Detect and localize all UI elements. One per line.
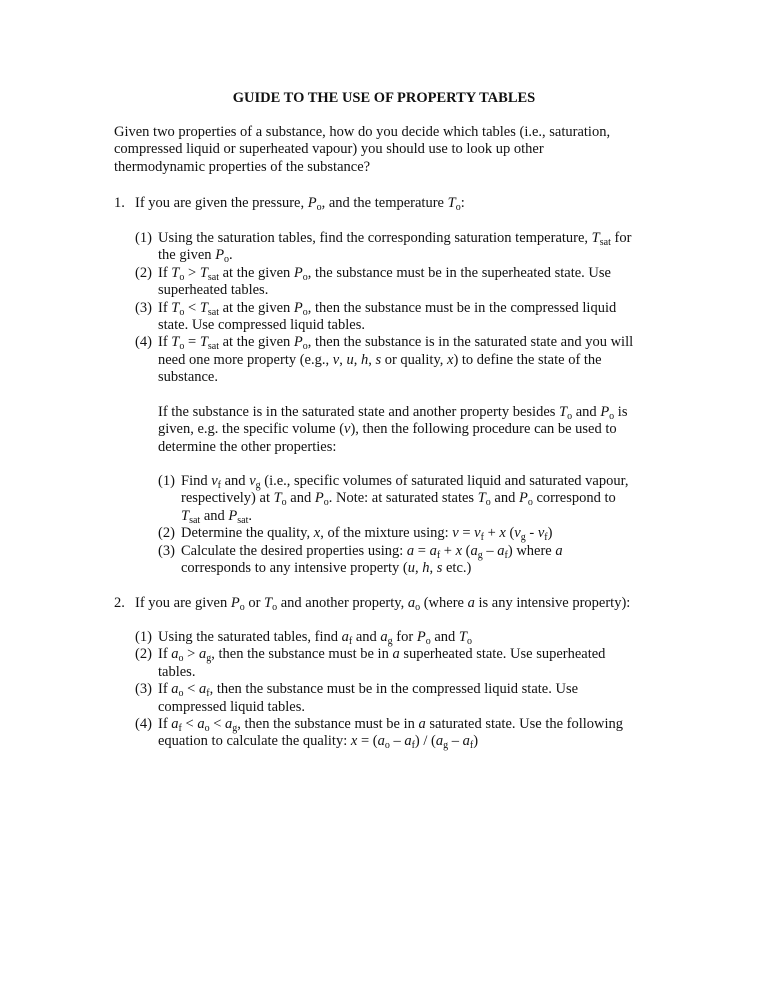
sub-list-number: (3)	[158, 542, 175, 559]
list-item-line: If $a_o < a_f$, then the substance must be in the compressed liquid state. Use	[158, 681, 579, 700]
list-item-line: superheated tables.	[158, 282, 269, 299]
list-item-line: If $T_o = T_{sat}$ at the given $P_o$, then the substance is in the saturated state and you will	[158, 334, 634, 353]
sub-list-number: (1)	[158, 473, 175, 489]
list-number: (1)	[135, 629, 152, 645]
sub-list-item-line: respectively) at $T_o$ and $P_o$. Note: at saturated states $T_o$ and $P_o$ correspond to	[181, 490, 616, 509]
list-number: (3)	[135, 299, 152, 316]
list-item-line: If $a_o > a_g$, then the substance must be in a superheated state. Use superheated	[158, 646, 606, 665]
section-number: 1.	[114, 195, 125, 211]
sub-list-number: (2)	[158, 525, 175, 542]
intro-line: Given two properties of a substance, how do you decide which tables (i.e., saturation,	[114, 124, 611, 140]
sub-list-item-line: corresponds to any intensive property (u, h, s etc.)	[181, 560, 472, 576]
list-number: (2)	[135, 646, 152, 663]
list-item-line: compressed liquid tables.	[158, 698, 305, 715]
sub-list-item-line: Find $v_f$ and $v_g$ (i.e., specific volumes of saturated liquid and saturated vapour,	[181, 473, 629, 491]
list-item-line: tables.	[158, 663, 196, 680]
list-item-line: state. Use compressed liquid tables.	[158, 317, 365, 333]
sub-list-item-line: $T_{sat}$ and $P_{sat}$.	[181, 507, 252, 526]
section-heading: If you are given the pressure, $P_o$, and the temperature $T_o$:	[135, 195, 465, 213]
section-number: 2.	[114, 595, 125, 611]
paragraph-line: If the substance is in the saturated state and another property besides $T_o$ and $P_o$ is	[158, 404, 628, 422]
list-number: (4)	[135, 334, 152, 351]
intro-line: thermodynamic properties of the substance?	[114, 158, 371, 175]
list-item-line: If $a_f < a_o < a_g$, then the substance must be in a saturated state. Use the following	[158, 716, 624, 734]
sub-list-item-line: Determine the quality, x, of the mixture using: $v = v_f + x$ $(v_g - v_f)$	[181, 525, 553, 544]
section-heading: If you are given $P_o$ or $T_o$ and another property, $a_o$ (where a is any intensive property):	[135, 595, 631, 613]
paragraph-line: determine the other properties:	[158, 438, 337, 455]
sub-list-item-line: Calculate the desired properties using: $a = a_f + x$ $(a_g - a_f)$ where a	[181, 542, 563, 561]
list-item-line: need one more property (e.g., v, u, h, s or quality, x) to define the state of the	[158, 351, 602, 368]
page-title: GUIDE TO THE USE OF PROPERTY TABLES	[232, 90, 536, 106]
list-item-line: equation to calculate the quality: $x = (a_o - a_f) / (a_g - a_f)$	[158, 733, 479, 752]
list-number: (2)	[135, 264, 152, 281]
paragraph-line: given, e.g. the specific volume (v), then the following procedure can be used to	[158, 421, 617, 438]
list-item-line: If $T_o > T_{sat}$ at the given $P_o$, the substance must be in the superheated state. Use	[158, 264, 611, 283]
list-number: (1)	[135, 230, 152, 246]
list-item-line: Using the saturated tables, find $a_f$ and $a_g$ for $P_o$ and $T_o$	[158, 629, 472, 647]
list-number: (3)	[135, 681, 152, 698]
list-item-line: substance.	[158, 369, 218, 386]
list-item-line: the given $P_o$.	[158, 247, 233, 266]
list-item-line: Using the saturation tables, find the corresponding saturation temperature, $T_{sat}$ for	[158, 230, 632, 248]
list-item-line: If $T_o < T_{sat}$ at the given $P_o$, then the substance must be in the compressed liquid	[158, 299, 617, 318]
intro-line: compressed liquid or superheated vapour) you should use to look up other	[114, 141, 544, 158]
list-number: (4)	[135, 716, 152, 732]
